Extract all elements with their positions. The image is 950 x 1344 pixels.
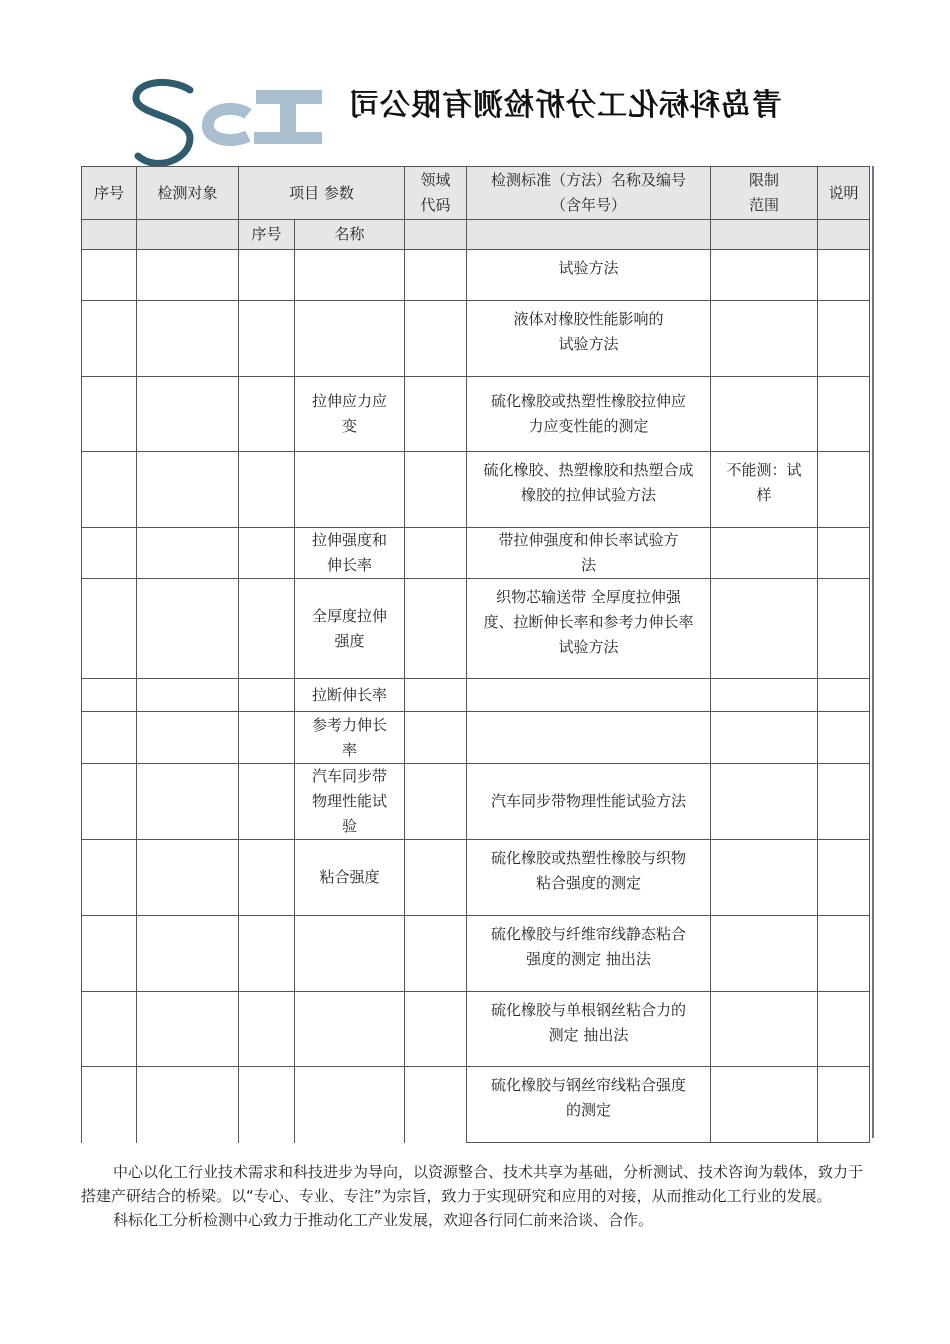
row-domain-cell — [405, 916, 467, 992]
table-row — [82, 1067, 870, 1143]
row-domain-cell — [405, 452, 467, 528]
row-seq-cell — [82, 579, 137, 679]
row-seq-cell — [82, 992, 137, 1067]
row-note-cell — [818, 679, 870, 712]
row-subseq-cell — [239, 840, 295, 916]
row-standard-cell: 汽车同步带物理性能试验方法 — [467, 764, 711, 840]
header-note: 说明 — [818, 167, 870, 220]
row-note-cell — [818, 301, 870, 377]
row-domain-cell — [405, 764, 467, 840]
row-name-cell — [295, 250, 405, 301]
row-domain-cell — [405, 250, 467, 301]
row-name-cell: 参考力伸长 率 — [295, 712, 405, 764]
row-limit-cell — [711, 301, 818, 377]
row-name-cell: 全厚度拉伸 强度 — [295, 579, 405, 679]
row-note-cell — [818, 992, 870, 1067]
row-seq-cell — [82, 916, 137, 992]
row-object-cell — [137, 579, 239, 679]
row-name-cell — [295, 452, 405, 528]
row-note-cell — [818, 528, 870, 579]
table-row — [82, 712, 870, 764]
header-seq: 序号 — [82, 167, 137, 220]
row-subseq-cell — [239, 992, 295, 1067]
row-note-cell — [818, 250, 870, 301]
row-seq-cell — [82, 377, 137, 452]
row-standard-cell: 试验方法 — [467, 250, 711, 301]
row-standard-cell: 硫化橡胶或热塑性橡胶与织物 粘合强度的测定 — [467, 840, 711, 916]
table-body — [82, 250, 870, 1143]
footer-paragraph-2: 科标化工分析检测中心致力于推动化工产业发展，欢迎各行同仁前来洽谈、合作。 — [113, 1211, 654, 1229]
row-note-cell — [818, 1067, 870, 1143]
row-limit-cell — [711, 528, 818, 579]
row-object-cell — [137, 916, 239, 992]
row-domain-cell — [405, 712, 467, 764]
subheader-name: 名称 — [295, 220, 405, 250]
row-domain-cell — [405, 579, 467, 679]
header-limit: 限制 范围 — [711, 167, 818, 220]
row-note-cell — [818, 764, 870, 840]
row-domain-cell — [405, 840, 467, 916]
row-standard-cell: 硫化橡胶或热塑性橡胶拉伸应 力应变性能的测定 — [467, 377, 711, 452]
row-seq-cell — [82, 712, 137, 764]
row-subseq-cell — [239, 452, 295, 528]
row-subseq-cell — [239, 250, 295, 301]
row-limit-cell — [711, 992, 818, 1067]
row-limit-cell: 不能测：试 样 — [711, 452, 818, 528]
table-row — [82, 250, 870, 301]
row-subseq-cell — [239, 377, 295, 452]
row-object-cell — [137, 992, 239, 1067]
row-subseq-cell — [239, 528, 295, 579]
row-name-cell — [295, 1067, 405, 1143]
footer-paragraph-1: 中心以化工行业技术需求和科技进步为导向，以资源整合、技术共享为基础，分析测试、技术咨询为载体，致力于搭建产研结合的桥梁。以“专心、专业、专注”为宗旨，致力于实现研究和应用的对接，从而推动化工行业的发展。 — [81, 1163, 864, 1205]
row-note-cell — [818, 712, 870, 764]
row-standard-cell: 硫化橡胶与单根钢丝粘合力的 测定 抽出法 — [467, 992, 711, 1067]
table-row — [82, 452, 870, 528]
row-object-cell — [137, 250, 239, 301]
table-row — [82, 377, 870, 452]
row-object-cell — [137, 452, 239, 528]
row-name-cell — [295, 301, 405, 377]
table-row — [82, 679, 870, 712]
row-seq-cell — [82, 679, 137, 712]
row-note-cell — [818, 840, 870, 916]
subheader-seq: 序号 — [239, 220, 295, 250]
header-domain-code: 领域 代码 — [405, 167, 467, 220]
row-limit-cell — [711, 764, 818, 840]
row-object-cell — [137, 1067, 239, 1143]
row-limit-cell — [711, 377, 818, 452]
row-seq-cell — [82, 1067, 137, 1143]
row-object-cell — [137, 764, 239, 840]
table-row — [82, 992, 870, 1067]
row-standard-cell: 硫化橡胶、热塑橡胶和热塑合成 橡胶的拉伸试验方法 — [467, 452, 711, 528]
header-item-param: 项目 参数 — [239, 167, 405, 220]
row-note-cell — [818, 452, 870, 528]
row-seq-cell — [82, 764, 137, 840]
logo-t-foot-icon — [254, 132, 322, 144]
row-domain-cell — [405, 679, 467, 712]
row-subseq-cell — [239, 1067, 295, 1143]
row-seq-cell — [82, 250, 137, 301]
header-object: 检测对象 — [137, 167, 239, 220]
row-name-cell: 拉伸强度和 伸长率 — [295, 528, 405, 579]
table-row — [82, 840, 870, 916]
row-subseq-cell — [239, 916, 295, 992]
row-object-cell — [137, 712, 239, 764]
sct-logo — [128, 76, 328, 172]
row-object-cell — [137, 840, 239, 916]
row-seq-cell — [82, 452, 137, 528]
table-row — [82, 764, 870, 840]
row-object-cell — [137, 377, 239, 452]
row-subseq-cell — [239, 712, 295, 764]
logo-c-icon — [208, 109, 248, 140]
row-note-cell — [818, 579, 870, 679]
row-seq-cell — [82, 840, 137, 916]
row-limit-cell — [711, 579, 818, 679]
company-name: 青岛科标化工分析检测有限公司 — [348, 88, 782, 123]
row-name-cell: 汽车同步带 物理性能试 验 — [295, 764, 405, 840]
row-object-cell — [137, 679, 239, 712]
row-domain-cell — [405, 1067, 467, 1143]
row-limit-cell — [711, 712, 818, 764]
row-subseq-cell — [239, 679, 295, 712]
row-standard-cell — [467, 679, 711, 712]
row-domain-cell — [405, 301, 467, 377]
row-name-cell — [295, 916, 405, 992]
row-domain-cell — [405, 992, 467, 1067]
row-name-cell: 拉断伸长率 — [295, 679, 405, 712]
logo-s-icon — [136, 82, 190, 163]
row-domain-cell — [405, 377, 467, 452]
right-border-line — [872, 166, 874, 1138]
row-limit-cell — [711, 916, 818, 992]
table-row — [82, 579, 870, 679]
row-note-cell — [818, 916, 870, 992]
row-standard-cell: 硫化橡胶与纤维帘线静态粘合 强度的测定 抽出法 — [467, 916, 711, 992]
row-limit-cell — [711, 679, 818, 712]
row-name-cell — [295, 992, 405, 1067]
row-subseq-cell — [239, 764, 295, 840]
row-name-cell: 拉伸应力应 变 — [295, 377, 405, 452]
row-seq-cell — [82, 528, 137, 579]
row-standard-cell: 硫化橡胶与钢丝帘线粘合强度 的测定 — [467, 1067, 711, 1143]
row-limit-cell — [711, 250, 818, 301]
row-note-cell — [818, 377, 870, 452]
table-row — [82, 916, 870, 992]
header-standard: 检测标准（方法）名称及编号 （含年号） — [467, 167, 711, 220]
table-subheader-row — [82, 220, 870, 250]
row-limit-cell — [711, 840, 818, 916]
test-items-table — [81, 166, 870, 1143]
row-object-cell — [137, 301, 239, 377]
footer-text — [81, 1160, 871, 1232]
row-standard-cell — [467, 712, 711, 764]
row-name-cell: 粘合强度 — [295, 840, 405, 916]
table-header-row — [82, 167, 870, 220]
row-standard-cell: 织物芯输送带 全厚度拉伸强 度、拉断伸长率和参考力伸长率 试验方法 — [467, 579, 711, 679]
row-limit-cell — [711, 1067, 818, 1143]
table-row — [82, 528, 870, 579]
row-domain-cell — [405, 528, 467, 579]
row-object-cell — [137, 528, 239, 579]
row-standard-cell: 液体对橡胶性能影响的 试验方法 — [467, 301, 711, 377]
table-row — [82, 301, 870, 377]
row-subseq-cell — [239, 579, 295, 679]
row-standard-cell: 带拉伸强度和伸长率试验方 法 — [467, 528, 711, 579]
row-subseq-cell — [239, 301, 295, 377]
row-seq-cell — [82, 301, 137, 377]
